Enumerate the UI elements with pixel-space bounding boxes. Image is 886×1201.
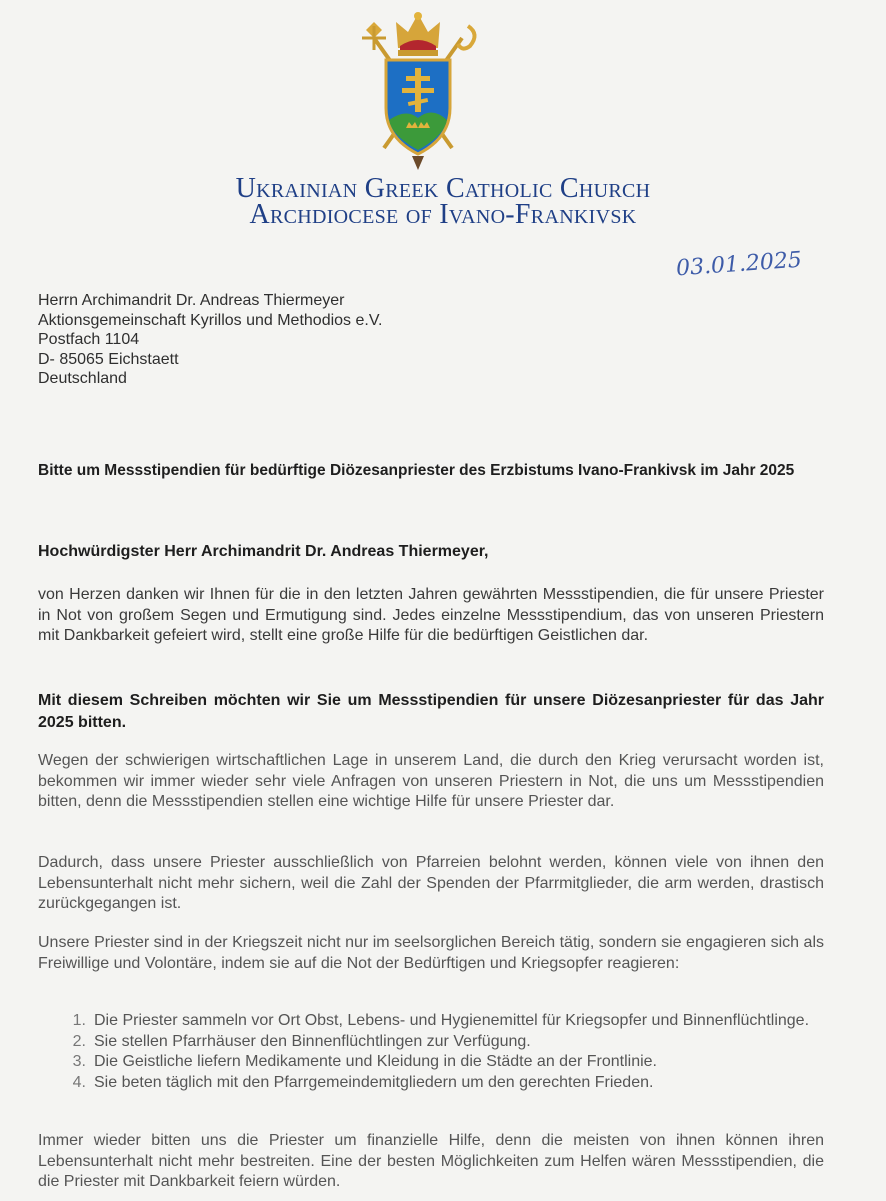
paragraph-situation: Wegen der schwierigen wirtschaftlichen Lage in unserem Land, die durch den Krieg verursacht worden ist, bekommen wir immer wieder sehr viele Anfragen von unseren Priestern in Not, die uns um Messstipendien bitten, denn die Messstipendien stellen eine wichtige Hilfe für unsere Priester dar.: [38, 752, 824, 810]
list-number: 3.: [72, 1053, 86, 1070]
recipient-address: [38, 291, 382, 389]
list-item: [38, 1032, 824, 1053]
paragraph-engagement: Unsere Priester sind in der Kriegszeit nicht nur im seelsorglichen Bereich tätig, sondern sie engagieren sich als Freiwillige und Volontäre, indem sie auf die Not der Bedürftigen und Kriegsopfer reagieren:: [38, 934, 824, 972]
salutation: Hochwürdigster Herr Archimandrit Dr. Andreas Thiermeyer,: [38, 543, 489, 560]
list-text: Die Priester sammeln vor Ort Obst, Lebens- und Hygienemittel für Kriegsopfer und Binnenflüchtlinge.: [94, 1012, 810, 1029]
letter-subject: Bitte um Messstipendien für bedürftige Diözesanpriester des Erzbistums Ivano-Frankivsk im Jahr 2025: [38, 462, 795, 479]
list-number: 1.: [72, 1012, 86, 1029]
list-item: [38, 1073, 824, 1094]
paragraph-income: Dadurch, dass unsere Priester ausschließlich von Pfarreien belohnt werden, können viele von ihnen den Lebensunterhalt nicht mehr sichern, weil die Zahl der Spenden der Pfarrmitglieder, die arm werden, drastisch zurückgegangen ist.: [38, 854, 824, 912]
list-item: [38, 1011, 824, 1032]
org-name-line-2: Archdiocese of Ivano-Frankivsk: [249, 199, 637, 230]
address-line: Deutschland: [38, 370, 127, 387]
list-text: Die Geistliche liefern Medikamente und Kleidung in die Städte an der Frontlinie.: [94, 1053, 657, 1070]
org-name-line-1: Ukrainian Greek Catholic Church: [235, 173, 651, 204]
list-text: Sie beten täglich mit den Pfarrgemeindemitgliedern um den gerechten Frieden.: [94, 1073, 654, 1091]
address-line: Postfach 1104: [38, 331, 140, 348]
paragraph-request: Mit diesem Schreiben möchten wir Sie um Messstipendien für unsere Diözesanpriester für das Jahr 2025 bitten.: [38, 692, 824, 731]
address-line: D- 85065 Eichstaett: [38, 350, 179, 368]
handwritten-date: 03.01.2025: [675, 247, 803, 282]
paragraph-closing: Immer wieder bitten uns die Priester um finanzielle Hilfe, denn die meisten von ihnen können ihren Lebensunterhalt nicht mehr bestreiten. Eine der besten Möglichkeiten zum Helfen wären Messstipendien, die die Priester mit Dankbarkeit feiern würden.: [38, 1132, 824, 1190]
address-line: Aktionsgemeinschaft Kyrillos und Methodios e.V.: [38, 311, 383, 329]
address-line: Herrn Archimandrit Dr. Andreas Thiermeyer: [38, 292, 345, 309]
activities-list: [38, 1011, 824, 1093]
coat-of-arms-icon: [356, 8, 480, 174]
list-text: Sie stellen Pfarrhäuser den Binnenflüchtlingen zur Verfügung.: [94, 1032, 531, 1050]
list-item: [38, 1052, 824, 1073]
list-number: 2.: [72, 1032, 86, 1050]
paragraph-thanks: von Herzen danken wir Ihnen für die in den letzten Jahren gewährten Messstipendien, die für unsere Priester in Not von großem Segen und Ermutigung sind. Jedes einzelne Messstipendium, das von unseren Priestern mit Dankbarkeit gefeiert wird, stellt eine große Hilfe für die bedürftigen Geistlichen dar.: [38, 586, 824, 644]
list-number: 4.: [72, 1073, 86, 1091]
organization-name: [0, 173, 886, 230]
